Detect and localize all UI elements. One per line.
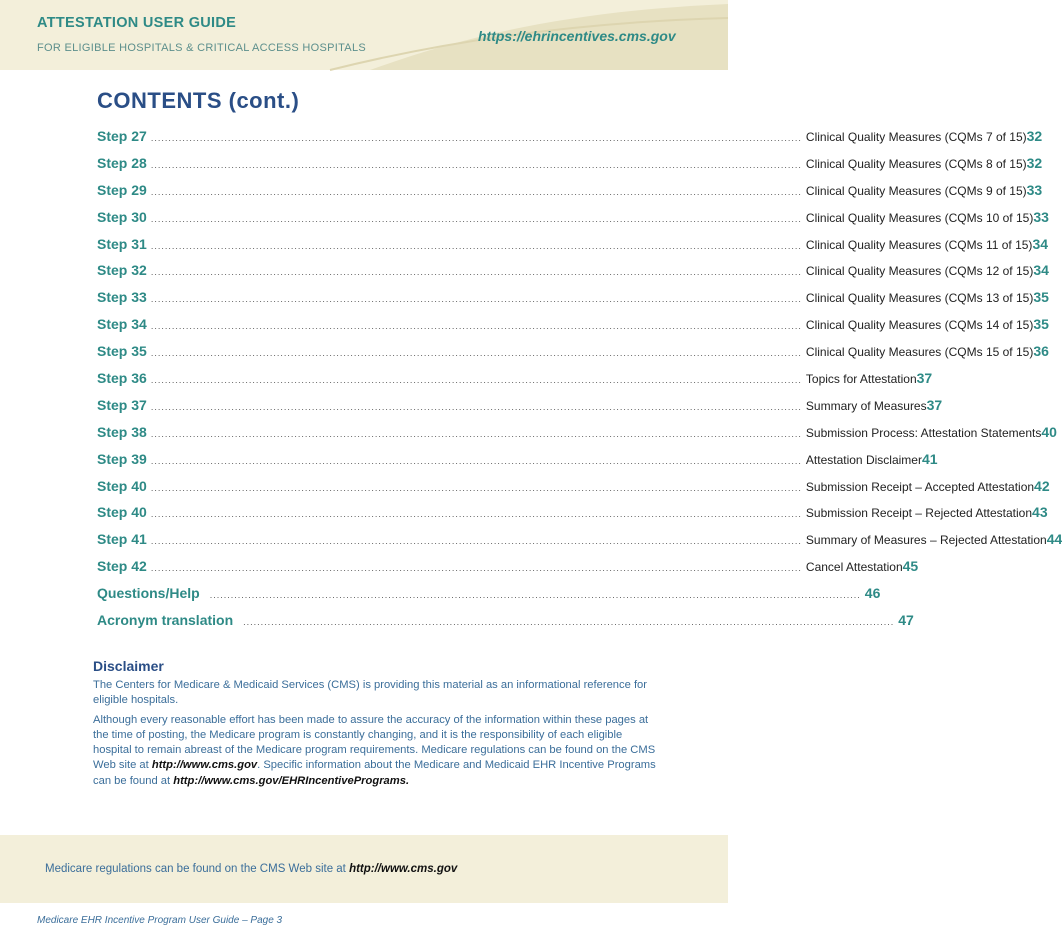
- toc-step-label: Questions/Help: [97, 585, 200, 602]
- toc-step-label: Step 42: [97, 558, 147, 575]
- toc-title: Submission Receipt – Rejected Attestation: [805, 506, 1033, 521]
- toc-page-number: 41: [921, 450, 938, 467]
- toc-leader: ..........................................................................................................................................................................................: [150, 240, 802, 251]
- toc-step-label: Step 40: [97, 477, 147, 494]
- toc-step-label: Step 30: [97, 208, 147, 225]
- toc-entry[interactable]: [97, 477, 1050, 505]
- toc-leader: ..........................................................................................................................................................................................: [150, 159, 802, 170]
- toc-title: Cancel Attestation: [805, 560, 903, 575]
- toc-leader: ..........................................................................................................................................................................................: [150, 428, 802, 439]
- toc-title: Clinical Quality Measures (CQMs 11 of 15): [805, 237, 1033, 252]
- toc-page-number: 37: [926, 396, 943, 413]
- table-of-contents: [97, 128, 1062, 639]
- toc-step-label: Step 33: [97, 289, 147, 306]
- toc-leader: ..........................................................................................................................................................................................: [150, 294, 802, 305]
- disclaimer-heading: Disclaimer: [93, 658, 164, 674]
- toc-entry[interactable]: [97, 423, 1057, 451]
- toc-title: Summary of Measures: [805, 398, 927, 413]
- toc-leader: ..........................................................................................................................................................................................: [150, 213, 802, 224]
- toc-page-number: 34: [1033, 262, 1049, 279]
- toc-step-label: Step 37: [97, 396, 147, 413]
- toc-step-label: Step 34: [97, 316, 147, 333]
- header-url-link[interactable]: https://ehrincentives.cms.gov: [478, 28, 676, 44]
- toc-leader: ..........................................................................................................................................................................................: [150, 186, 802, 197]
- guide-subtitle: FOR ELIGIBLE HOSPITALS & CRITICAL ACCESS HOSPITALS: [37, 42, 366, 54]
- toc-title: Clinical Quality Measures (CQMs 9 of 15): [805, 183, 1027, 198]
- toc-step-label: Step 31: [97, 235, 147, 252]
- toc-title: Clinical Quality Measures (CQMs 14 of 15): [805, 318, 1034, 333]
- toc-page-number: 32: [1026, 154, 1043, 171]
- toc-title: Submission Receipt – Accepted Attestation: [805, 479, 1035, 494]
- toc-title: Summary of Measures – Rejected Attestation: [805, 533, 1047, 548]
- toc-entry[interactable]: [97, 450, 938, 478]
- ehr-incentive-link[interactable]: http://www.cms.gov/EHRIncentivePrograms.: [173, 774, 410, 787]
- toc-page-number: 42: [1034, 477, 1050, 494]
- toc-entry[interactable]: [97, 262, 1049, 289]
- toc-leader: ..........................................................................................................................................................................................: [150, 563, 802, 574]
- toc-page-number: 34: [1032, 235, 1049, 252]
- toc-page-number: 46: [864, 585, 881, 602]
- toc-entry[interactable]: [97, 504, 1048, 531]
- toc-step-label: Step 35: [97, 343, 147, 360]
- toc-leader: ..........................................................................................................................................................................................: [243, 617, 895, 628]
- toc-leader: ..........................................................................................................................................................................................: [150, 375, 802, 386]
- disclaimer-section: [93, 658, 663, 793]
- toc-entry-questions-help[interactable]: [97, 585, 881, 612]
- toc-leader: ..........................................................................................................................................................................................: [150, 321, 802, 332]
- toc-page-number: 43: [1032, 504, 1048, 521]
- toc-entry[interactable]: [97, 181, 1043, 209]
- toc-entry-acronym-translation[interactable]: [97, 612, 914, 639]
- toc-leader: ..........................................................................................................................................................................................: [150, 348, 802, 359]
- toc-step-label: Acronym translation: [97, 612, 234, 629]
- toc-page-number: 40: [1041, 423, 1057, 440]
- toc-step-label: Step 38: [97, 423, 147, 440]
- toc-title: Attestation Disclaimer: [805, 452, 922, 467]
- toc-entry[interactable]: [97, 396, 943, 424]
- toc-leader: ..........................................................................................................................................................................................: [150, 509, 802, 520]
- toc-page-number: 44: [1046, 531, 1062, 548]
- toc-title: Clinical Quality Measures (CQMs 7 of 15): [805, 130, 1027, 144]
- page-header: [0, 0, 728, 70]
- toc-leader: ..........................................................................................................................................................................................: [209, 590, 861, 601]
- toc-step-label: Step 36: [97, 370, 147, 387]
- toc-step-label: Step 27: [97, 128, 147, 144]
- toc-entry[interactable]: [97, 235, 1049, 263]
- disclaimer-paragraph-1: The Centers for Medicare & Medicaid Services (CMS) is providing this material as an informational reference for eligible hospitals.: [93, 679, 647, 707]
- regulations-note: Medicare regulations can be found on the CMS Web site at http://www.cms.gov: [45, 863, 458, 875]
- toc-title: Clinical Quality Measures (CQMs 8 of 15): [805, 156, 1027, 171]
- toc-title: Submission Process: Attestation Statements: [805, 425, 1042, 440]
- guide-title: ATTESTATION USER GUIDE: [37, 15, 237, 31]
- toc-page-number: 35: [1033, 316, 1049, 333]
- toc-entry[interactable]: [97, 154, 1043, 182]
- toc-leader: ..........................................................................................................................................................................................: [150, 536, 802, 547]
- toc-page-number: 47: [898, 612, 914, 629]
- toc-leader: ..........................................................................................................................................................................................: [150, 455, 802, 466]
- toc-title: Clinical Quality Measures (CQMs 12 of 15): [805, 264, 1034, 279]
- contents-heading: CONTENTS (cont.): [97, 88, 300, 113]
- toc-title: Topics for Attestation: [805, 372, 917, 387]
- page-footer: Medicare EHR Incentive Program User Guide – Page 3: [37, 915, 283, 926]
- disclaimer-paragraph-2: Although every reasonable effort has been made to assure the accuracy of the information within these pages at the time of posting, the Medicare program is constantly changing, and it is the responsibility of each eligible hospital to remain abreast of the Medicare program requirements. Medicare regulations can be found on the CMS Web site at http://www.cms.gov. Specific information about the Medicare and Medicaid EHR Incentive Programs can be found at http://www.cms.gov/EHRIncentivePrograms.: [93, 713, 656, 787]
- toc-page-number: 37: [916, 370, 933, 387]
- toc-entry[interactable]: [97, 370, 933, 397]
- toc-entry[interactable]: [97, 208, 1049, 236]
- toc-entry[interactable]: [97, 316, 1049, 343]
- toc-title: Clinical Quality Measures (CQMs 15 of 15): [805, 345, 1034, 360]
- cms-link[interactable]: http://www.cms.gov: [151, 759, 258, 772]
- regulations-band: [0, 835, 728, 903]
- toc-entry[interactable]: [97, 289, 1049, 316]
- toc-step-label: Step 39: [97, 450, 147, 467]
- toc-entry[interactable]: [97, 128, 1043, 155]
- toc-step-label: Step 41: [97, 531, 147, 548]
- toc-page-number: 36: [1033, 343, 1049, 360]
- toc-step-label: Step 29: [97, 181, 147, 198]
- toc-step-label: Step 40: [97, 504, 147, 521]
- toc-leader: ..........................................................................................................................................................................................: [150, 133, 802, 143]
- toc-leader: ..........................................................................................................................................................................................: [150, 482, 802, 493]
- toc-entry[interactable]: [97, 558, 919, 585]
- toc-step-label: Step 32: [97, 262, 147, 279]
- toc-page-number: 45: [902, 558, 919, 575]
- band-cms-link[interactable]: http://www.cms.gov: [349, 863, 458, 875]
- toc-page-number: 32: [1026, 128, 1043, 144]
- toc-title: Clinical Quality Measures (CQMs 13 of 15): [805, 291, 1034, 306]
- toc-leader: ..........................................................................................................................................................................................: [150, 267, 802, 278]
- toc-page-number: 33: [1026, 181, 1043, 198]
- toc-page-number: 35: [1033, 289, 1049, 306]
- toc-entry[interactable]: [97, 343, 1049, 370]
- toc-leader: ..........................................................................................................................................................................................: [150, 401, 802, 412]
- toc-step-label: Step 28: [97, 154, 147, 171]
- toc-page-number: 33: [1033, 208, 1049, 225]
- toc-entry[interactable]: [97, 531, 1062, 558]
- toc-title: Clinical Quality Measures (CQMs 10 of 15): [805, 210, 1034, 225]
